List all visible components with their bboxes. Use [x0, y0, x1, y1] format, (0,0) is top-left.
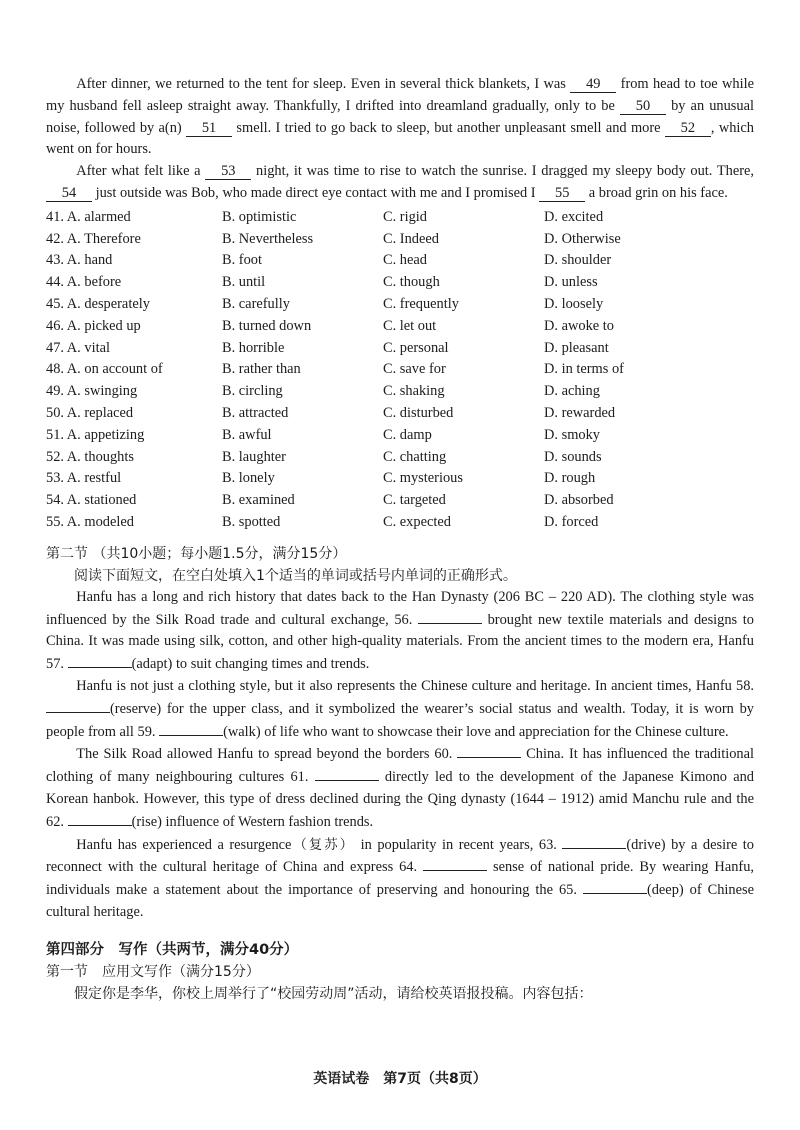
option-b: B. foot	[222, 252, 262, 269]
blank-52: 52	[665, 120, 711, 137]
option-a: 49. A. swinging	[46, 383, 138, 400]
option-b: B. circling	[222, 383, 283, 400]
option-d: D. forced	[544, 513, 599, 530]
exam-page	[46, 74, 754, 1005]
option-c: C. damp	[383, 426, 432, 443]
blank-57	[68, 653, 132, 668]
option-d: D. unless	[544, 274, 598, 291]
grammar-paragraph	[46, 587, 754, 676]
writing-prompt: 假定你是李华，你校上周举行了“校园劳动周”活动，请给校英语报投稿。内容包括：	[74, 985, 593, 1002]
text-run: After what felt like a	[76, 163, 206, 180]
blank-55: 55	[539, 185, 585, 202]
text-run: by an unusual noise, followed by a(n)	[46, 97, 754, 136]
blank-65	[583, 879, 647, 894]
option-c: C. save for	[383, 361, 446, 378]
text-run: (reserve) for the upper class, and it symbolized the wearer’s social status and wealth. Today, it is worn by people from all 59.	[46, 700, 754, 740]
option-row	[46, 229, 754, 251]
option-row	[46, 359, 754, 381]
option-c: C. head	[383, 252, 427, 269]
blank-53: 53	[205, 163, 251, 180]
option-d: D. in terms of	[544, 361, 624, 378]
option-row	[46, 294, 754, 316]
text-run: night, it was time to rise to watch the sunrise. I dragged my sleepy body out. There,	[251, 163, 755, 180]
blank-63	[562, 834, 626, 849]
option-a: 45. A. desperately	[46, 295, 150, 312]
option-a: 44. A. before	[46, 274, 122, 291]
blank-61	[315, 766, 379, 781]
grammar-paragraph	[46, 743, 754, 833]
blank-49: 49	[570, 76, 616, 93]
option-row	[46, 272, 754, 294]
text-run: (rise) influence of Western fashion trends.	[131, 813, 374, 830]
text-run: in popularity in recent years, 63.	[355, 836, 563, 853]
blank-54: 54	[46, 185, 92, 202]
option-row	[46, 403, 754, 425]
text-run: sense of national pride. By wearing Hanfu, individuals make a statement about the importance of preserving and honouring the 65.	[46, 859, 754, 899]
section-heading: 第二节 （共10小题；每小题1.5分，满分15分）	[46, 545, 347, 562]
option-a: 52. A. thoughts	[46, 448, 134, 465]
option-d: D. pleasant	[544, 339, 609, 356]
text-run: Hanfu has a long and rich history that dates back to the Han Dynasty (206 BC – 220 AD). The clothing style was influenced by the Silk Road trade and cultural exchange, 56.	[46, 588, 754, 628]
option-a: 43. A. hand	[46, 252, 113, 269]
option-a: 55. A. modeled	[46, 513, 134, 530]
option-row	[46, 316, 754, 338]
text-run: Hanfu has experienced a resurgence	[76, 836, 292, 853]
option-d: D. rewarded	[544, 404, 616, 421]
section-heading: 第一节 应用文写作（满分15分）	[46, 963, 260, 980]
option-b: B. carefully	[222, 295, 290, 312]
option-d: D. rough	[544, 470, 596, 487]
option-c: C. mysterious	[383, 470, 463, 487]
cloze-paragraph	[46, 74, 754, 161]
option-c: C. rigid	[383, 208, 427, 225]
text-run: from head to toe while my husband fell asleep straight away. Thankfully, I drifted into dreamland gradually, only to be	[46, 76, 754, 114]
blank-60	[457, 743, 521, 758]
option-row	[46, 381, 754, 403]
option-d: D. Otherwise	[544, 230, 621, 247]
option-d: D. aching	[544, 383, 600, 400]
text-run: directly led to the development of the Japanese Kimono and Korean hanbok. However, this type of dress declined during the Qing dynasty (1644 – 1912) amid Manchu rule and the 62.	[46, 769, 754, 830]
option-c: C. let out	[383, 317, 437, 334]
option-b: B. until	[222, 274, 266, 291]
page-footer: 英语试卷 第7页（共8页）	[313, 1071, 487, 1087]
option-c: C. though	[383, 274, 440, 291]
option-d: D. excited	[544, 208, 604, 225]
blank-51: 51	[186, 120, 232, 137]
option-b: B. Nevertheless	[222, 230, 314, 247]
text-run: (drive) by a desire to reconnect with the cultural heritage of China and express 64.	[46, 836, 754, 876]
section-instruction: 阅读下面短文，在空白处填入1个适当的单词或括号内单词的正确形式。	[74, 567, 517, 584]
option-b: B. turned down	[222, 317, 312, 334]
option-row	[46, 468, 754, 490]
option-c: C. disturbed	[383, 404, 454, 421]
text-run: a broad grin on his face.	[585, 184, 728, 201]
option-a: 53. A. restful	[46, 470, 122, 487]
text-run: (walk) of life who want to showcase their love and appreciation for the Chinese culture.	[223, 723, 729, 740]
option-row	[46, 338, 754, 360]
option-b: B. optimistic	[222, 208, 297, 225]
text-run: (adapt) to suit changing times and trends.	[131, 656, 370, 673]
text-run: China. It has influenced the traditional clothing of many neighbouring cultures 61.	[46, 746, 754, 786]
text-run: Hanfu is not just a clothing style, but it also represents the Chinese culture and heritage. In ancient times, Hanfu 58.	[76, 677, 754, 694]
option-a: 42. A. Therefore	[46, 230, 141, 247]
grammar-paragraph	[46, 676, 754, 743]
option-row	[46, 207, 754, 229]
option-row	[46, 490, 754, 512]
text-run: smell. I tried to go back to sleep, but another unpleasant smell and more	[232, 119, 665, 136]
blank-64	[423, 856, 487, 871]
option-d: D. loosely	[544, 295, 604, 312]
option-b: B. laughter	[222, 448, 286, 465]
option-c: C. shaking	[383, 383, 445, 400]
option-b: B. lonely	[222, 470, 275, 487]
option-c: C. Indeed	[383, 230, 439, 247]
option-c: C. personal	[383, 339, 449, 356]
option-row	[46, 425, 754, 447]
chinese-gloss: （复苏）	[291, 836, 356, 853]
option-a: 47. A. vital	[46, 339, 110, 356]
option-c: C. chatting	[383, 448, 447, 465]
cloze-paragraph	[46, 161, 754, 205]
option-a: 46. A. picked up	[46, 317, 141, 334]
blank-50: 50	[620, 98, 666, 115]
option-b: B. spotted	[222, 513, 281, 530]
option-d: D. sounds	[544, 448, 602, 465]
option-row	[46, 447, 754, 469]
option-d: D. absorbed	[544, 492, 614, 509]
option-row	[46, 250, 754, 272]
blank-62	[68, 811, 132, 826]
option-a: 41. A. alarmed	[46, 208, 131, 225]
text-run: (deep) of Chinese cultural heritage.	[46, 882, 755, 920]
option-b: B. examined	[222, 492, 295, 509]
text-run: brought new textile materials and designs to China. It was made using silk, cotton, and other high-quality materials. From the ancient times to the modern era, Hanfu 57.	[46, 611, 754, 673]
option-b: B. horrible	[222, 339, 285, 356]
text-run: After dinner, we returned to the tent for sleep. Even in several thick blankets, I was	[76, 76, 571, 92]
option-a: 48. A. on account of	[46, 361, 163, 378]
option-c: C. targeted	[383, 492, 446, 509]
option-c: C. frequently	[383, 295, 459, 312]
option-row	[46, 512, 754, 534]
option-c: C. expected	[383, 513, 451, 530]
blank-59	[159, 721, 223, 736]
text-run: , which went on for hours.	[46, 119, 754, 158]
text-run: just outside was Bob, who made direct eye contact with me and I promised I	[92, 184, 540, 201]
option-d: D. smoky	[544, 426, 600, 443]
option-d: D. awoke to	[544, 317, 614, 334]
grammar-paragraph	[46, 834, 754, 924]
blank-56	[418, 609, 482, 624]
part-heading: 第四部分 写作（共两节，满分40分）	[46, 941, 299, 958]
option-d: D. shoulder	[544, 252, 612, 269]
option-a: 50. A. replaced	[46, 404, 134, 421]
option-a: 51. A. appetizing	[46, 426, 145, 443]
option-b: B. attracted	[222, 404, 289, 421]
text-run: The Silk Road allowed Hanfu to spread beyond the borders 60.	[76, 746, 458, 763]
option-b: B. awful	[222, 426, 272, 443]
blank-58	[46, 698, 110, 713]
option-a: 54. A. stationed	[46, 492, 137, 509]
answer-options	[46, 207, 754, 534]
option-b: B. rather than	[222, 361, 301, 378]
